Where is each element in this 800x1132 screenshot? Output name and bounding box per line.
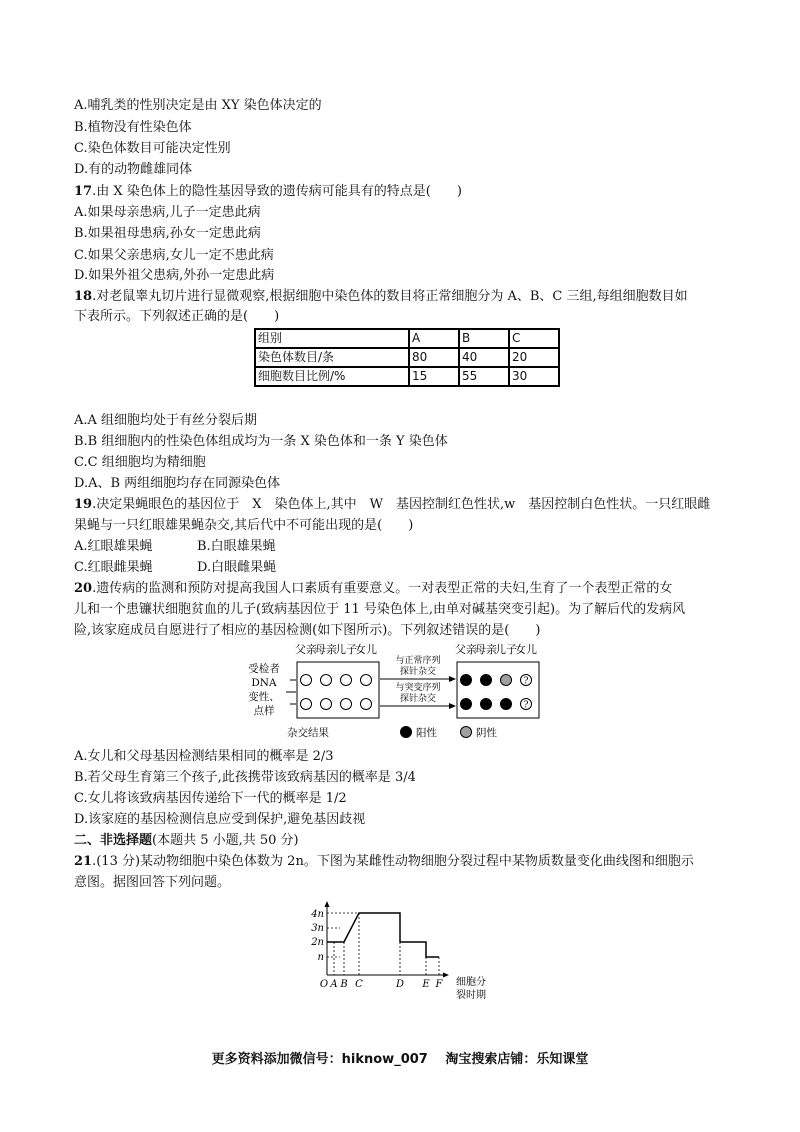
q17-stem-text: .由 X 染色体上的隐性基因导致的遗传病可能具有的特点是( )	[92, 184, 462, 199]
x-tick-label: A	[330, 979, 338, 990]
q20-stem-line3: 险,该家庭成员自愿进行了相应的基因检测(如下图所示)。下列叙述错误的是( )	[74, 623, 541, 638]
section-note: (本题共 5 小题,共 50 分)	[152, 833, 299, 848]
q18-option-d: D.A、B 两组细胞均存在同源染色体	[74, 476, 281, 491]
left-label-line: DNA	[251, 677, 277, 689]
table-header-cell: B	[459, 329, 509, 348]
unknown-mark: ?	[523, 676, 529, 687]
x-tick-label: C	[355, 979, 363, 990]
x-axis-label: 细胞分	[456, 977, 486, 988]
footer-text: 更多资料添加微信号：hiknow_007 淘宝搜索店铺：乐知课堂	[211, 1052, 589, 1067]
q16-option-d: D.有的动物雌雄同体	[74, 162, 193, 177]
x-tick-label: D	[395, 979, 405, 990]
probe-normal-label: 探针杂交	[399, 667, 437, 677]
q17-stem	[74, 182, 462, 202]
dot-positive	[461, 699, 472, 710]
table-header-cell: C	[509, 329, 559, 348]
y-axis-arrow	[325, 901, 330, 907]
q20-option-d: D.该家庭的基因检测信息应受到保护,避免基因歧视	[74, 812, 366, 827]
table-cell: 55	[459, 367, 509, 386]
q19-stem-line2: 果蝇与一只红眼雄果蝇杂交,其后代中不可能出现的是( )	[74, 518, 414, 533]
q19-number: 19	[74, 497, 93, 512]
q16-option-b: B.植物没有性染色体	[74, 120, 192, 135]
probe-mutant-label: 探针杂交	[399, 694, 437, 704]
table-cell: 40	[459, 348, 509, 367]
y-tick-label: 4n	[311, 909, 324, 920]
q19-option-c: C.红眼雌果蝇	[74, 560, 153, 575]
x-axis-arrow	[443, 973, 449, 978]
x-tick-label: B	[340, 979, 348, 990]
dot-empty	[361, 675, 372, 686]
y-tick-label: 2n	[311, 937, 324, 948]
q21-stem-text1: .(13 分)某动物细胞中染色体数为 2n。下图为某雌性动物细胞分裂过程中某物质数量变化曲线图和细胞示	[92, 854, 694, 869]
arrow-head	[449, 703, 456, 709]
q18-stem-line1	[74, 287, 688, 307]
q21-number: 21	[74, 854, 93, 869]
q20-number: 20	[74, 581, 93, 596]
table-cell: 染色体数目/条	[255, 348, 409, 367]
table-cell: 80	[409, 348, 459, 367]
q20-stem-line2: 儿和一个患镰状细胞贫血的儿子(致病基因位于 11 号染色体上,由单对碱基突变引起)。为了解后代的发病风	[74, 602, 686, 617]
member-label: 父亲	[295, 643, 317, 656]
y-tick-label: n	[317, 952, 324, 963]
unknown-mark: ?	[523, 700, 529, 711]
q18-stem-line2: 下表所示。下列叙述正确的是( )	[74, 309, 280, 324]
q19-option-b: B.白眼雄果蝇	[197, 539, 276, 554]
dot-empty	[341, 699, 352, 710]
legend-positive-label: 阳性	[416, 727, 437, 739]
left-label-line: 点样	[253, 705, 275, 717]
dot-positive	[481, 699, 492, 710]
q18-number: 18	[74, 289, 93, 304]
q19-stem-line1	[74, 495, 710, 515]
q17-number: 17	[74, 184, 93, 199]
table-row	[255, 348, 559, 367]
dot-empty	[301, 699, 312, 710]
table-cell: 细胞数目比例/%	[255, 367, 409, 386]
dot-empty	[301, 675, 312, 686]
legend-positive-dot	[401, 727, 412, 738]
table-row	[255, 367, 559, 386]
legend-negative-label: 阴性	[476, 727, 497, 739]
dot-positive	[501, 699, 512, 710]
q19-option-d: D.白眼雌果蝇	[197, 560, 277, 575]
table-cell: 20	[509, 348, 559, 367]
member-label: 父亲	[455, 643, 477, 656]
section-title: 二、非选择题	[74, 833, 153, 848]
member-label: 儿子	[335, 643, 357, 656]
q20-option-b: B.若父母生育第三个孩子,此孩携带该致病基因的概率是 3/4	[74, 770, 416, 785]
dot-empty	[341, 675, 352, 686]
table-cell: 15	[409, 367, 459, 386]
legend-title: 杂交结果	[287, 727, 329, 739]
q20-option-c: C.女儿将该致病基因传递给下一代的概率是 1/2	[74, 791, 347, 806]
q18-option-b: B.B 组细胞内的性染色体组成均为一条 X 染色体和一条 Y 染色体	[74, 434, 448, 449]
q21-stem-line1	[74, 852, 694, 872]
q18-option-c: C.C 组细胞均为精细胞	[74, 455, 206, 470]
q21-curve-graph	[300, 900, 500, 1010]
gene-test-diagram	[240, 640, 570, 750]
dot-empty	[361, 699, 372, 710]
x-tick-label: F	[435, 979, 443, 990]
q19-option-a: A.红眼雄果蝇	[74, 539, 153, 554]
left-label-line: 变性、	[248, 691, 280, 703]
q17-option-d: D.如果外祖父患病,外孙一定患此病	[74, 268, 275, 283]
q17-option-a: A.如果母亲患病,儿子一定患此病	[74, 205, 261, 220]
y-tick-label: 3n	[311, 923, 324, 934]
probe-mutant-label: 与突变序列	[395, 683, 441, 693]
q18-table	[254, 328, 560, 387]
section-heading	[74, 831, 299, 851]
table-header-cell: 组别	[255, 329, 409, 348]
member-label: 儿子	[495, 643, 517, 656]
q21-stem-line2: 意图。据图回答下列问题。	[74, 875, 231, 890]
probe-normal-label: 与正常序列	[395, 656, 441, 666]
dot-positive	[461, 675, 472, 686]
q16-option-a: A.哺乳类的性别决定是由 XY 染色体决定的	[74, 98, 322, 113]
x-tick-label: O	[319, 979, 329, 990]
member-label: 女儿	[355, 643, 377, 656]
x-tick-label: E	[422, 979, 430, 990]
q18-stem-text1: .对老鼠睾丸切片进行显微观察,根据细胞中染色体的数目将正常细胞分为 A、B、C 三组,每组细胞数目如	[92, 289, 688, 304]
member-label: 母亲	[475, 643, 497, 656]
q16-option-c: C.染色体数目可能决定性别	[74, 141, 231, 156]
member-label: 女儿	[515, 643, 537, 656]
table-header-cell: A	[409, 329, 459, 348]
dot-empty	[321, 699, 332, 710]
q20-stem-line1	[74, 579, 672, 599]
dot-positive	[481, 675, 492, 686]
dot-negative	[501, 675, 512, 686]
member-label: 母亲	[315, 643, 337, 656]
q18-option-a: A.A 组细胞均处于有丝分裂后期	[74, 413, 258, 428]
legend-negative-dot	[461, 727, 472, 738]
table-cell: 30	[509, 367, 559, 386]
q20-stem-text1: .遗传病的监测和预防对提高我国人口素质有重要意义。一对表型正常的夫妇,生育了一个表型正常的女	[92, 581, 673, 596]
arrow-head	[449, 676, 456, 682]
q19-stem-text1: .决定果蝇眼色的基因位于 X 染色体上,其中 W 基因控制红色性状,w 基因控制白色性状。一只红眼雌	[92, 497, 711, 512]
x-axis-label: 裂时期	[456, 990, 486, 1001]
dot-empty	[321, 675, 332, 686]
left-label-line: 受检者	[248, 663, 280, 675]
table-header-row	[255, 329, 559, 348]
q17-option-c: C.如果父亲患病,女儿一定不患此病	[74, 248, 274, 263]
q20-option-a: A.女儿和父母基因检测结果相同的概率是 2/3	[74, 749, 334, 764]
q17-option-b: B.如果祖母患病,孙女一定患此病	[74, 226, 261, 241]
